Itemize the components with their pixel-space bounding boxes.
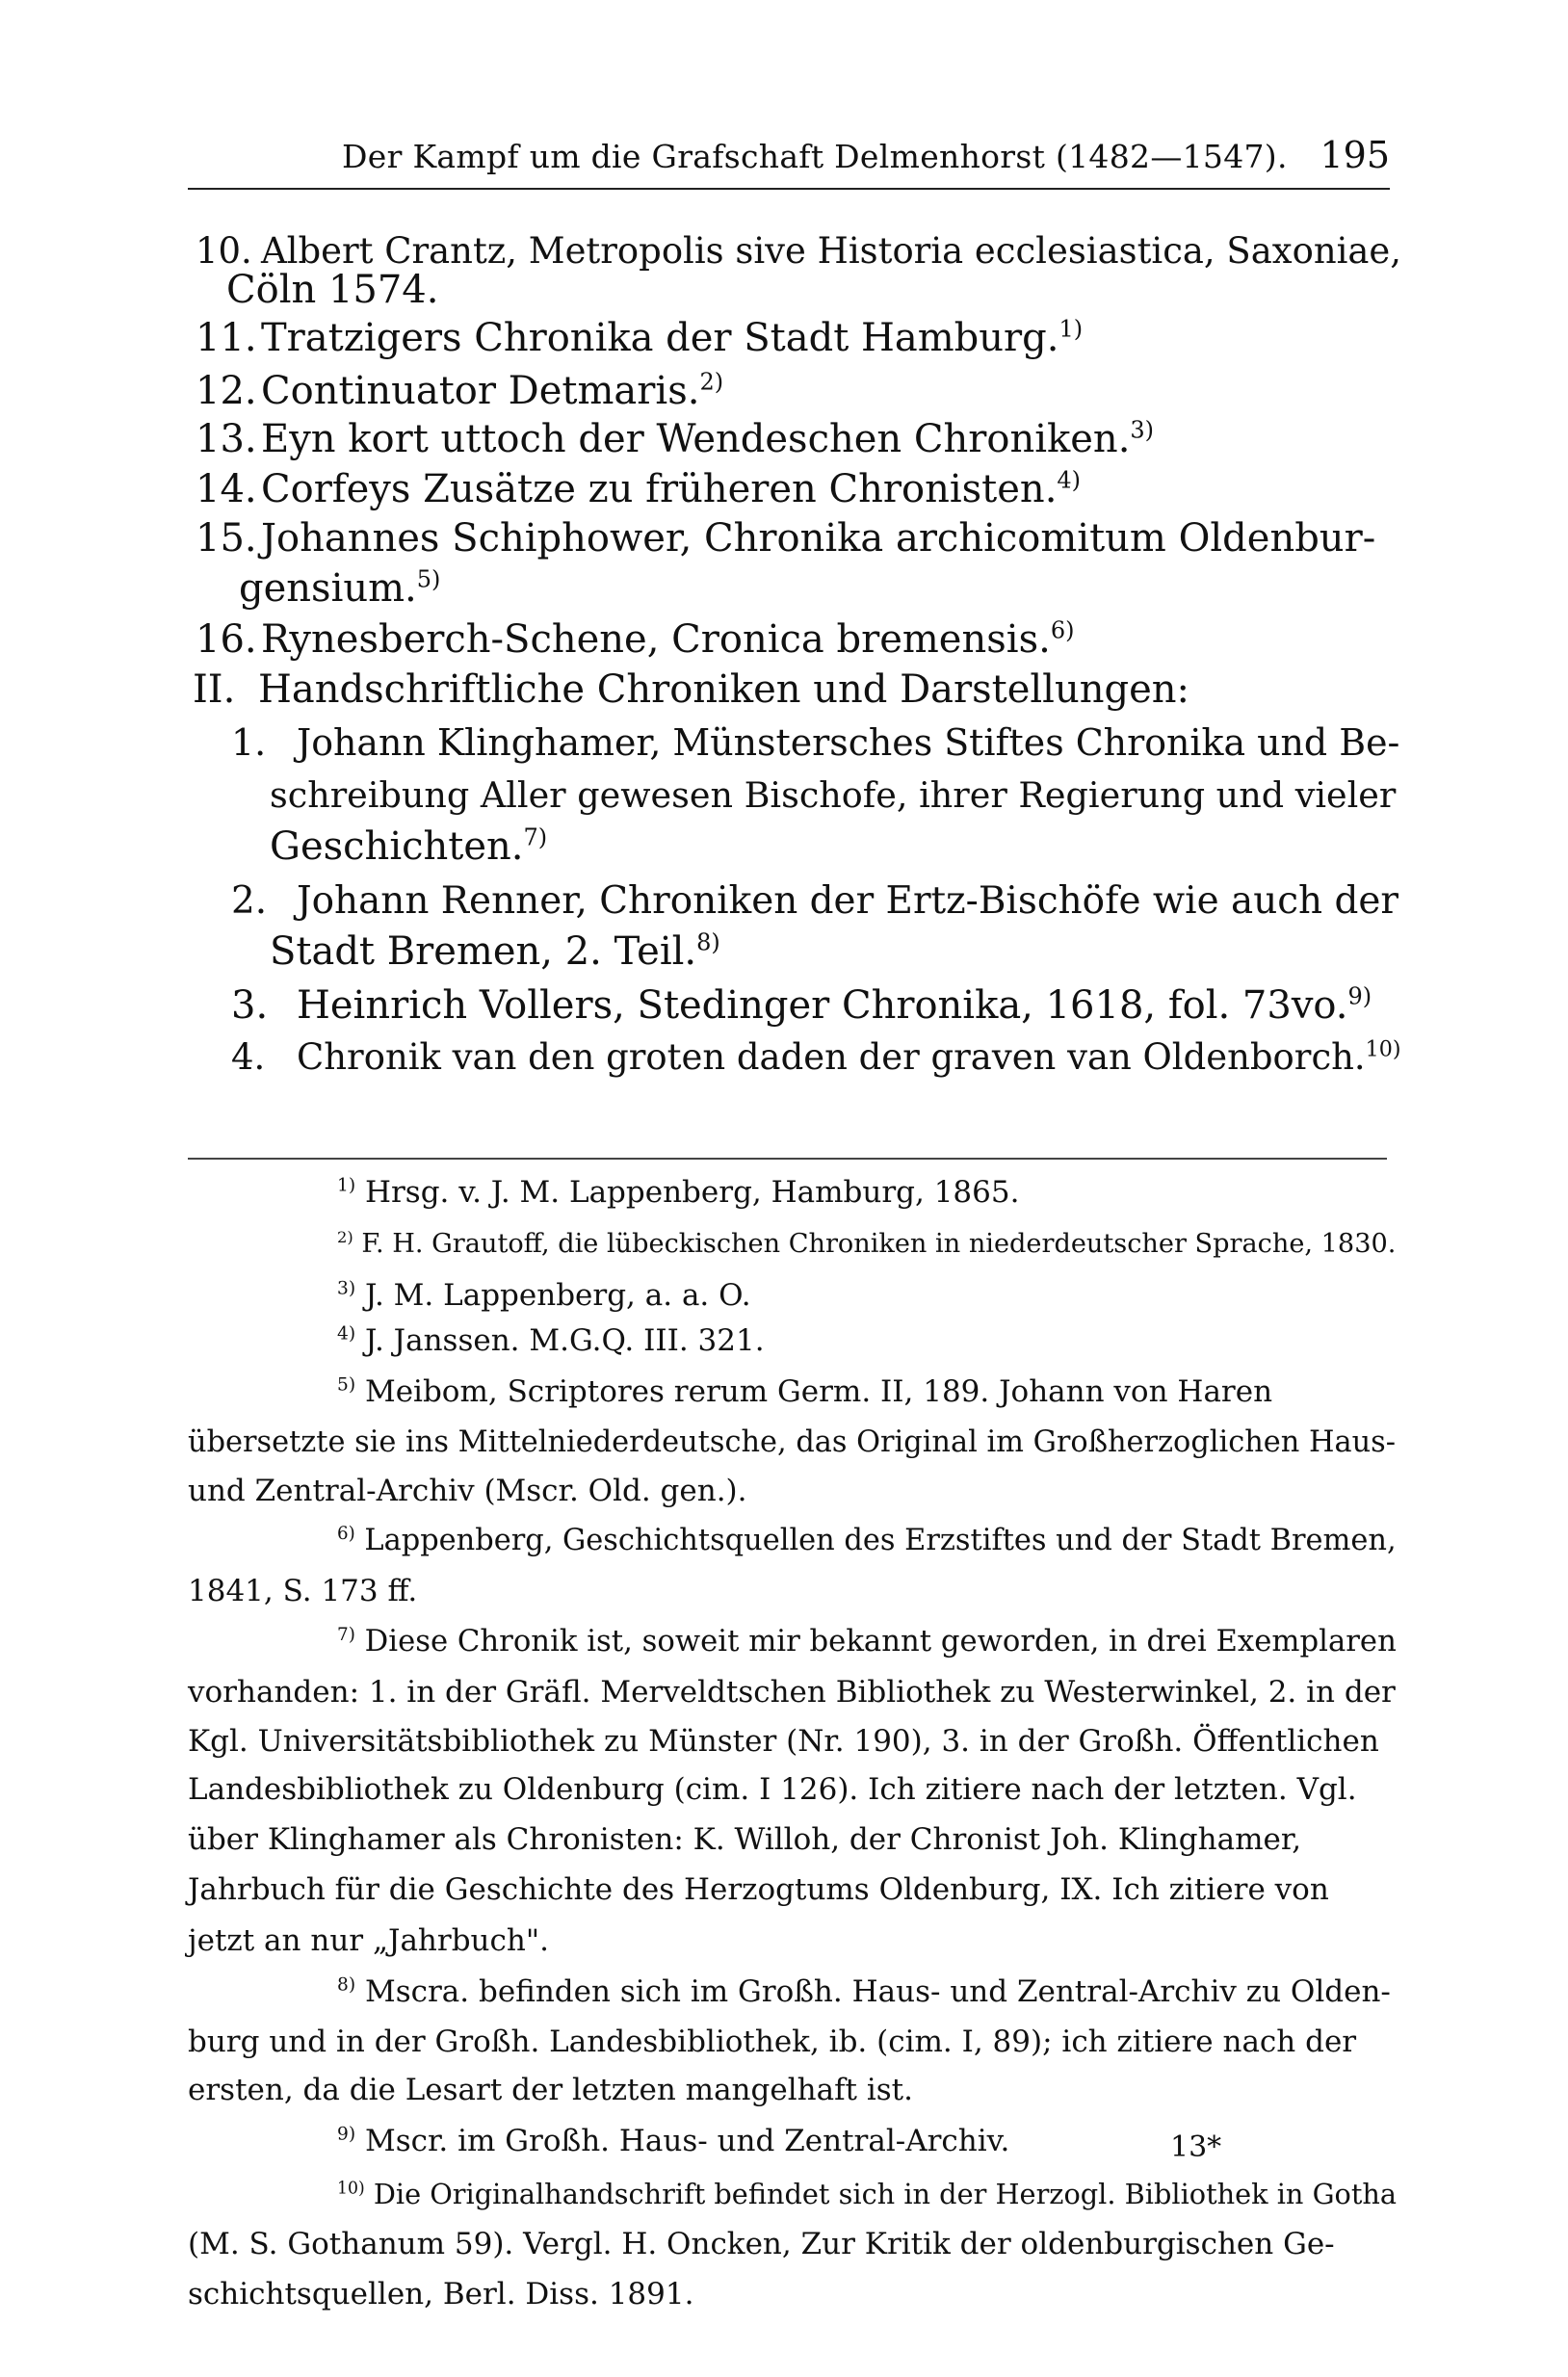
- text-line: [196, 513, 1375, 563]
- item-text: Eyn kort uttoch der Wendeschen Chroniken.: [261, 417, 1131, 461]
- footnote-line: [188, 1472, 747, 1510]
- footnote-text: Meibom, Scriptores rerum Germ. II, 189. Johann von Haren: [364, 1374, 1273, 1409]
- footnote-text: J. Janssen. M.G.Q. III. 321.: [364, 1323, 765, 1358]
- item-number: 15.: [196, 516, 257, 561]
- item-number: 3.: [231, 983, 269, 1028]
- footnote-mark: 1): [337, 1175, 356, 1196]
- footnote-text: über Klinghamer als Chronisten: K. Willoh, der Chronist Joh. Klinghamer,: [188, 1822, 1302, 1857]
- item-number: 11.: [196, 316, 257, 360]
- text-line: [193, 665, 1189, 715]
- footnote-line: [188, 1870, 1329, 1909]
- text-line: [196, 366, 723, 416]
- text-line: [226, 265, 438, 315]
- item-text: Albert Crantz, Metropolis sive Historia ecclesiastica, Saxoniae,: [261, 230, 1402, 272]
- text-line: [196, 614, 1074, 665]
- text-line: [196, 464, 1081, 514]
- footnote-line: [188, 1921, 549, 1960]
- footnote-text: jetzt an nur „Jahrbuch".: [188, 1923, 549, 1958]
- item-text: Johannes Schiphower, Chronika archicomitum Oldenbur-: [261, 516, 1376, 561]
- printer-signature: 13*: [1170, 2130, 1222, 2164]
- footnote-text: Jahrbuch für die Geschichte des Herzogtums Oldenburg, IX. Ich zitiere von: [188, 1872, 1329, 1907]
- footnote-text: schichtsquellen, Berl. Diss. 1891.: [188, 2277, 694, 2312]
- footnote-line: [337, 1972, 1391, 2011]
- text-line: [270, 822, 547, 872]
- footnote-ref: 9): [1347, 982, 1372, 1010]
- text-line: [196, 414, 1154, 464]
- footnote-mark: 5): [337, 1374, 356, 1396]
- footnote-line: [337, 2122, 1009, 2160]
- footnote-text: vorhanden: 1. in der Gräfl. Merveldtschen Bibliothek zu Westerwinkel, 2. in der: [188, 1675, 1396, 1710]
- footnote-mark: 4): [337, 1323, 356, 1345]
- item-text: Rynesberch-Schene, Cronica bremensis.: [261, 617, 1051, 662]
- footnote-text: Kgl. Universitätsbibliothek zu Münster (Nr. 190), 3. in der Großh. Öffentlichen: [188, 1724, 1379, 1759]
- footnote-line: [337, 2175, 1397, 2213]
- text-line: [270, 927, 720, 977]
- item-text: Geschichten.: [270, 824, 524, 869]
- item-number: 10.: [196, 230, 252, 272]
- text-line: [239, 563, 440, 614]
- item-number: 13.: [196, 417, 257, 461]
- text-line: [231, 980, 1372, 1031]
- item-text: Tratzigers Chronika der Stadt Hamburg.: [261, 316, 1059, 360]
- footnote-ref: 4): [1057, 466, 1082, 494]
- footnote-text: (M. S. Gothanum 59). Vergl. H. Oncken, Zur Kritik der oldenburgischen Ge-: [188, 2227, 1335, 2261]
- footnote-text: F. H. Grautoff, die lübeckischen Chroniken in niederdeutscher Sprache, 1830.: [361, 1229, 1397, 1259]
- footnote-text: Diese Chronik ist, soweit mir bekannt geworden, in drei Exemplaren: [364, 1625, 1397, 1659]
- footnote-line: [188, 1424, 1396, 1462]
- footnote-mark: 7): [337, 1624, 355, 1645]
- footnote-line: [337, 1321, 765, 1360]
- footnote-ref: 3): [1130, 416, 1155, 444]
- footnote-line: [188, 1770, 1357, 1809]
- item-text: schreibung Aller gewesen Bischofe, ihrer Regierung und vieler: [270, 774, 1397, 816]
- footnote-ref: 5): [416, 565, 441, 593]
- text-line: [196, 313, 1083, 363]
- running-title: Der Kampf um die Grafschaft Delmenhorst (1482—1547).: [342, 138, 1288, 175]
- page-number: 195: [1320, 134, 1390, 176]
- footnote-line: [337, 1225, 1396, 1264]
- item-text: Corfeys Zusätze zu früheren Chronisten.: [261, 467, 1058, 511]
- item-text: Johann Renner, Chroniken der Ertz-Bischöfe wie auch der: [297, 879, 1399, 923]
- item-number: II.: [193, 667, 236, 712]
- footnote-line: [188, 1572, 417, 1610]
- item-number: 2.: [231, 879, 268, 923]
- item-text: Handschriftliche Chroniken und Darstellungen:: [258, 667, 1190, 712]
- text-line: [231, 876, 1398, 927]
- footnote-line: [188, 2275, 693, 2313]
- footnote-ref: 8): [696, 928, 720, 956]
- footnote-text: 1841, S. 173 ff.: [188, 1574, 418, 1608]
- footnote-line: [337, 1623, 1397, 1661]
- footnote-line: [337, 1276, 751, 1315]
- footnote-text: Die Originalhandschrift befindet sich in der Herzogl. Bibliothek in Gotha: [373, 2178, 1398, 2210]
- footnote-text: ersten, da die Lesart der letzten mangelhaft ist.: [188, 2073, 913, 2107]
- item-number: 14.: [196, 467, 257, 511]
- footnote-line: [188, 2225, 1335, 2263]
- footnote-text: Mscr. im Großh. Haus- und Zentral-Archiv.: [364, 2124, 1010, 2158]
- footnote-mark: 6): [337, 1523, 355, 1544]
- text-line: [231, 718, 1399, 768]
- footnote-text: übersetzte sie ins Mittelniederdeutsche, das Original im Großherzoglichen Haus-: [188, 1425, 1396, 1459]
- footnote-text: J. M. Lappenberg, a. a. O.: [364, 1278, 751, 1313]
- text-line: [270, 771, 1396, 821]
- footnote-text: Lappenberg, Geschichtsquellen des Erzstiftes und der Stadt Bremen,: [364, 1524, 1397, 1557]
- footnote-mark: 8): [337, 1974, 356, 1996]
- item-text: Stadt Bremen, 2. Teil.: [270, 929, 697, 974]
- item-text: gensium.: [239, 566, 417, 611]
- item-number: 1.: [231, 721, 267, 764]
- footnote-line: [188, 1673, 1396, 1711]
- running-header: [188, 130, 1390, 190]
- item-number: 16.: [196, 617, 257, 662]
- footnote-mark: 3): [337, 1278, 356, 1299]
- footnote-line: [188, 2071, 913, 2109]
- footnote-text: burg und in der Großh. Landesbibliothek, ib. (cim. I, 89); ich zitiere nach der: [188, 2024, 1357, 2059]
- footnote-mark: 10): [337, 2179, 365, 2199]
- footnote-line: [337, 1173, 1019, 1212]
- footnote-line: [188, 1820, 1301, 1859]
- footnote-mark: 2): [337, 1227, 353, 1246]
- footnote-ref: 10): [1365, 1036, 1401, 1062]
- footnote-text: Landesbibliothek zu Oldenburg (cim. I 126). Ich zitiere nach der letzten. Vgl.: [188, 1772, 1357, 1807]
- footnote-text: und Zentral-Archiv (Mscr. Old. gen.).: [188, 1474, 747, 1508]
- item-text: Cöln 1574.: [226, 268, 439, 312]
- text-line: [231, 1032, 1401, 1083]
- footnote-text: Mscra. befinden sich im Großh. Haus- und Zentral-Archiv zu Olden-: [364, 1974, 1391, 2009]
- footnote-line: [188, 1722, 1379, 1761]
- footnote-ref: 2): [699, 368, 724, 396]
- footnote-line: [337, 1522, 1397, 1560]
- item-number: 12.: [196, 369, 257, 413]
- footnote-line: [188, 2023, 1356, 2061]
- footnote-ref: 6): [1050, 616, 1075, 644]
- item-number: 4.: [231, 1036, 266, 1078]
- footnote-separator: [188, 1158, 1387, 1160]
- footnote-line: [337, 1372, 1272, 1411]
- item-text: Chronik van den groten daden der graven van Oldenborch.: [297, 1036, 1366, 1078]
- footnote-mark: 9): [337, 2124, 356, 2145]
- footnote-ref: 7): [523, 823, 548, 851]
- item-text: Heinrich Vollers, Stedinger Chronika, 1618, fol. 73vo.: [297, 983, 1348, 1028]
- footnote-text: Hrsg. v. J. M. Lappenberg, Hamburg, 1865.: [364, 1175, 1020, 1210]
- footnote-ref: 1): [1058, 315, 1084, 343]
- item-text: Johann Klinghamer, Münstersches Stiftes Chronika und Be-: [297, 721, 1400, 764]
- item-text: Continuator Detmaris.: [261, 369, 700, 413]
